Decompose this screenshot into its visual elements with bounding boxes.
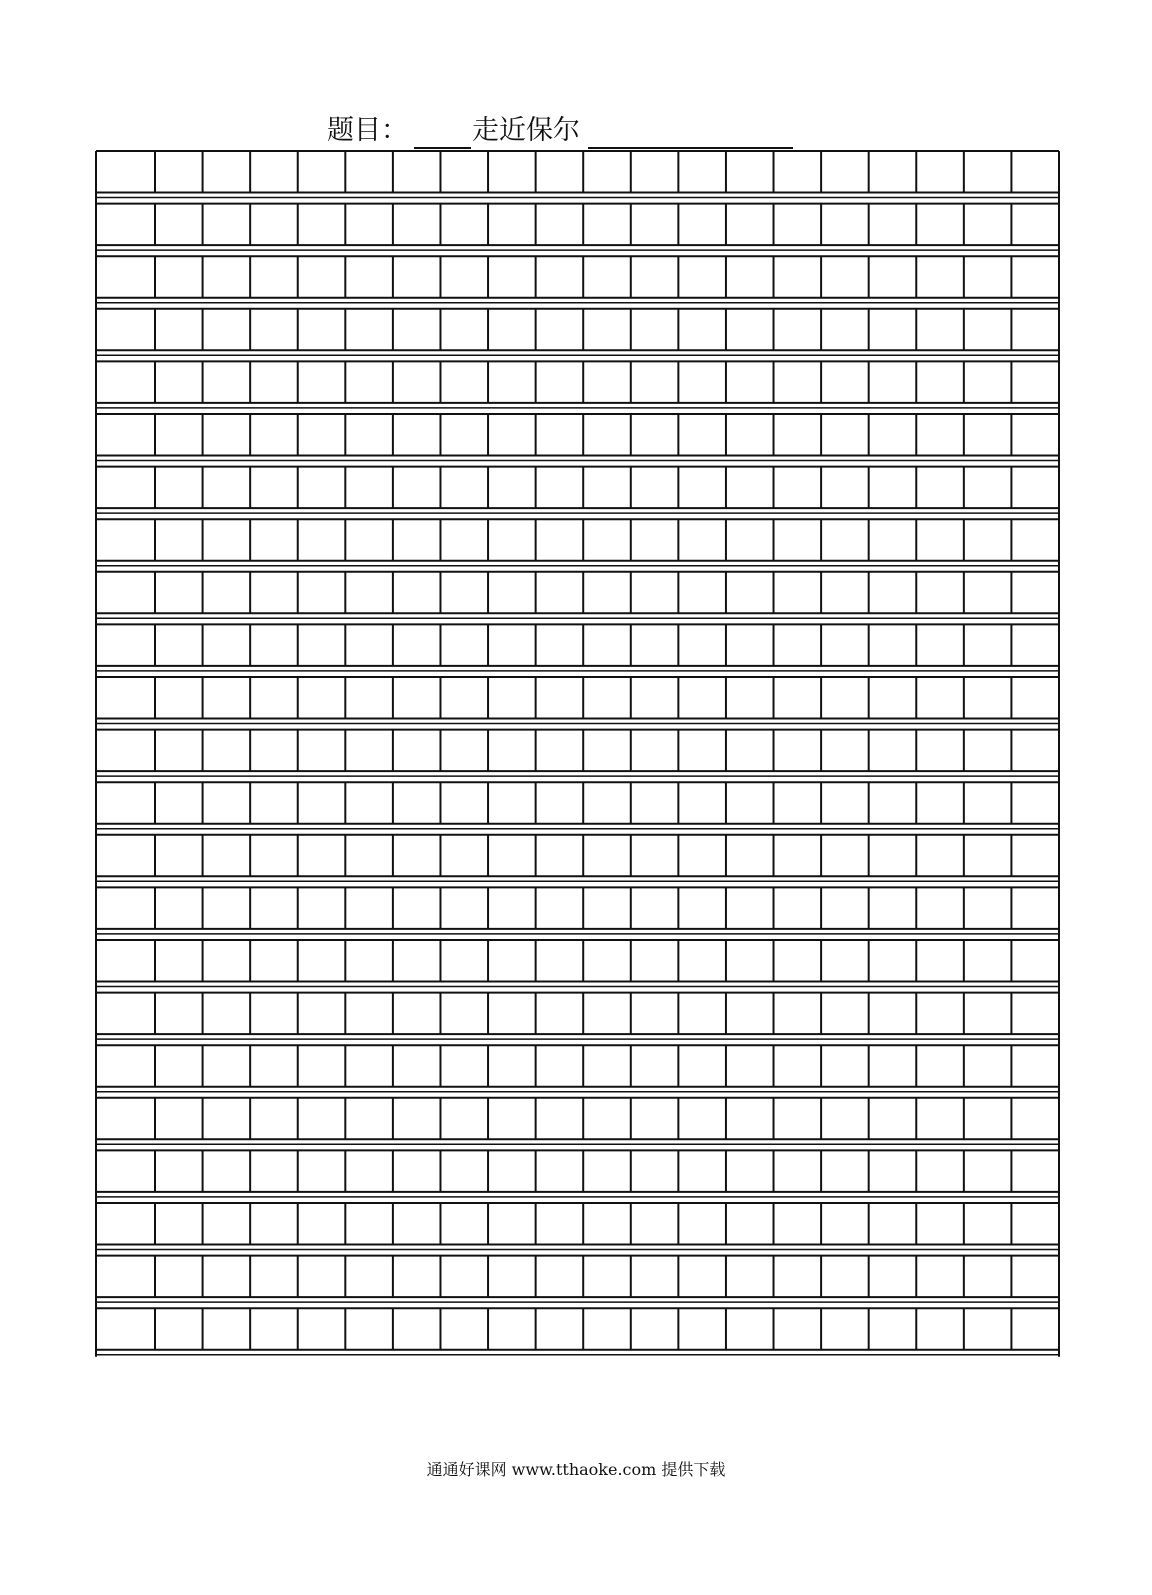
grid-row [96,624,1059,671]
grid-row [96,1256,1059,1303]
grid-row [96,256,1059,303]
grid-row [96,519,1059,566]
grid-row [96,887,1059,934]
grid-row [96,1203,1059,1250]
grid-row [96,309,1059,356]
grid-row [96,1308,1059,1355]
grid-row [96,677,1059,724]
footer-credit: 通通好课网 www.tthaoke.com 提供下载 [426,1460,726,1479]
grid-row [96,414,1059,461]
grid-row [96,993,1059,1040]
grid-row [96,151,1059,198]
grid-row [96,782,1059,829]
grid-row [96,1098,1059,1145]
title-label: 题目： [327,115,408,146]
grid-row [96,730,1059,777]
grid-row [96,940,1059,987]
grid-row [96,204,1059,251]
grid-row [96,1045,1059,1092]
grid-row [96,572,1059,619]
grid-row [96,835,1059,882]
title-text: 走近保尔 [472,115,580,146]
grid-row [96,361,1059,408]
grid-row [96,1150,1059,1197]
grid-row [96,467,1059,513]
